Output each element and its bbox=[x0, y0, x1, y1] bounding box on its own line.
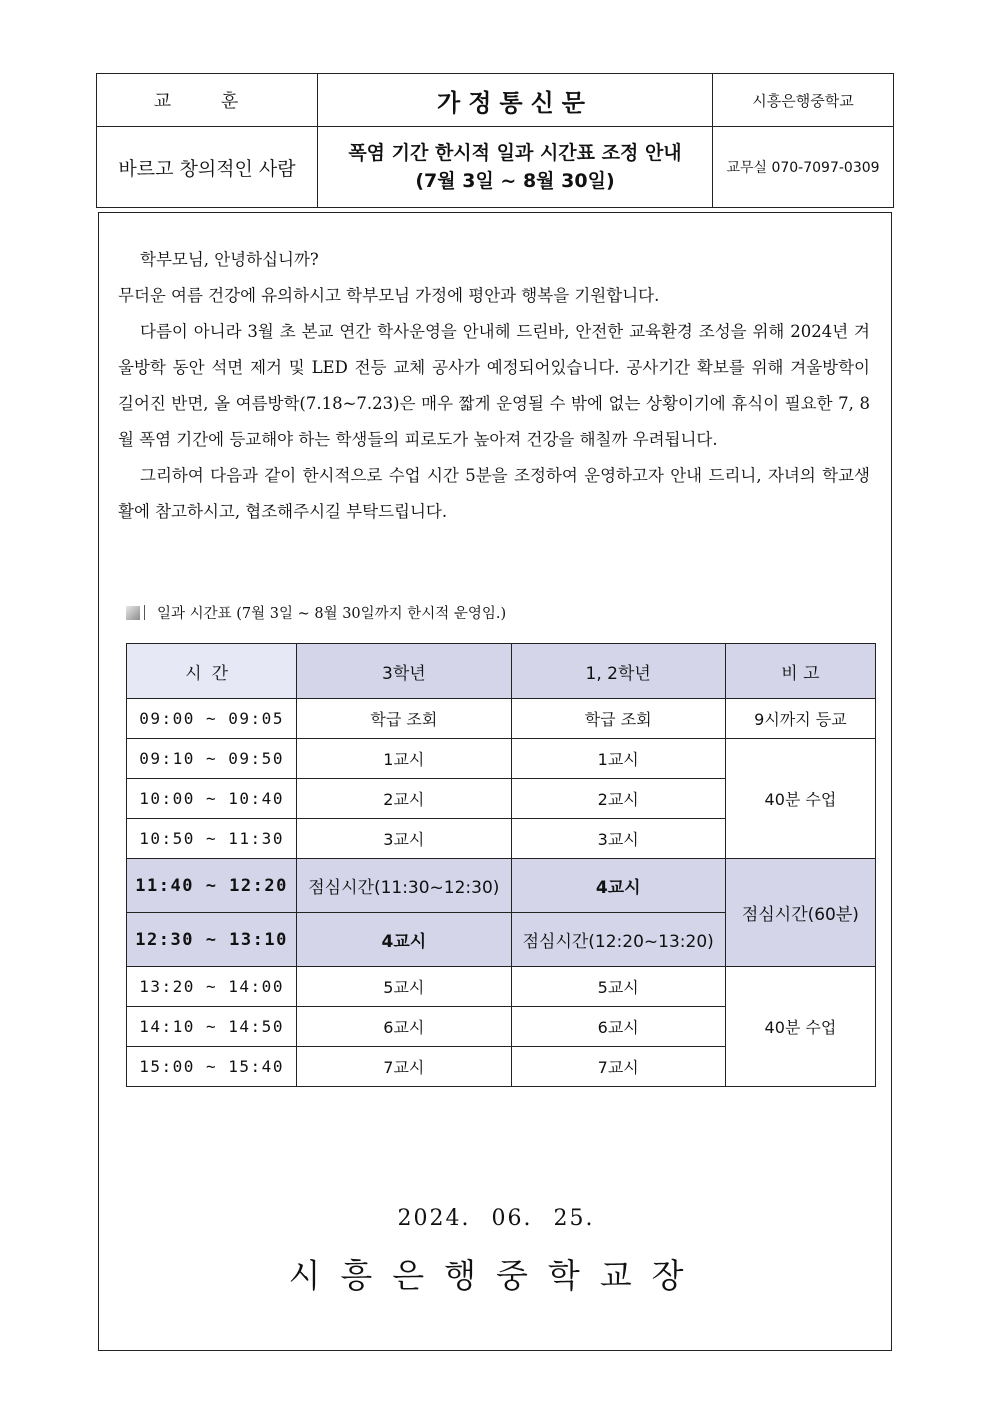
header-grade12: 1, 2학년 bbox=[511, 644, 725, 699]
row-grade3: 3교시 bbox=[297, 819, 511, 859]
row-grade12: 학급 조회 bbox=[511, 699, 725, 739]
row-grade3: 7교시 bbox=[297, 1047, 511, 1087]
row-grade12: 6교시 bbox=[511, 1007, 725, 1047]
row-grade12: 7교시 bbox=[511, 1047, 725, 1087]
note-class-am: 40분 수업 bbox=[725, 739, 875, 859]
header-time: 시간 bbox=[127, 644, 297, 699]
greeting: 학부모님, 안녕하십니까? bbox=[140, 250, 319, 269]
bullet-bar-icon bbox=[144, 605, 145, 620]
paragraph-3: 그리하여 다음과 같이 한시적으로 수업 시간 5분을 조정하여 운영하고자 안내 드리니, 자녀의 학교생활에 참고하시고, 협조해주시길 부탁드립니다. bbox=[118, 466, 870, 521]
row-grade12: 5교시 bbox=[511, 967, 725, 1007]
row-grade12: 2교시 bbox=[511, 779, 725, 819]
row-grade12: 점심시간(12:20~13:20) bbox=[511, 913, 725, 967]
page-title: 가정통신문 bbox=[318, 74, 713, 127]
note-class-pm: 40분 수업 bbox=[725, 967, 875, 1087]
principal-signature: 시흥은행중학교장 bbox=[288, 1256, 704, 1295]
row-time: 13:20 ~ 14:00 bbox=[127, 967, 297, 1007]
row-time: 10:00 ~ 10:40 bbox=[127, 779, 297, 819]
table-row bbox=[127, 967, 876, 1007]
row-grade3: 학급 조회 bbox=[297, 699, 511, 739]
row-grade3: 점심시간(11:30~12:30) bbox=[297, 859, 511, 913]
notice-subtitle bbox=[318, 127, 713, 208]
row-time: 11:40 ~ 12:20 bbox=[127, 859, 297, 913]
schedule-caption bbox=[126, 602, 506, 623]
schedule-table bbox=[126, 643, 876, 1087]
subtitle-line2: (7월 3일 ~ 8월 30일) bbox=[415, 170, 615, 192]
letter-body bbox=[118, 242, 870, 530]
row-grade12: 4교시 bbox=[511, 859, 725, 913]
paragraph-2: 다름이 아니라 3월 초 본교 연간 학사운영을 안내헤 드린바, 안전한 교육환경 조성을 위해 2024년 겨울방학 동안 석면 제거 및 LED 전등 교체 공사가 예정되어있습니다. 공사기간 확보를 위해 겨울방학이 길어진 반면, 올 여름방학(7.18~7.23)은 매우 짧게 운영될 수 밖에 없는 상황이기에 휴식이 필요한 7, 8월 폭염 기간에 등교해야 하는 학생들의 피로도가 높아져 건강을 해칠까 우려됩니다. bbox=[118, 322, 870, 449]
header-table bbox=[96, 73, 894, 208]
table-header-row bbox=[127, 644, 876, 699]
school-motto: 바르고 창의적인 사람 bbox=[97, 127, 318, 208]
schedule-caption-text: 일과 시간표 (7월 3일 ~ 8월 30일까지 한시적 운영임.) bbox=[157, 606, 507, 622]
table-row-lunch bbox=[127, 859, 876, 913]
row-time: 15:00 ~ 15:40 bbox=[127, 1047, 297, 1087]
header-grade3: 3학년 bbox=[297, 644, 511, 699]
motto-label: 교 훈 bbox=[97, 74, 318, 127]
row-grade3: 5교시 bbox=[297, 967, 511, 1007]
row-time: 09:10 ~ 09:50 bbox=[127, 739, 297, 779]
row-time: 10:50 ~ 11:30 bbox=[127, 819, 297, 859]
note-arrival: 9시까지 등교 bbox=[725, 699, 875, 739]
row-grade12: 3교시 bbox=[511, 819, 725, 859]
row-grade3: 6교시 bbox=[297, 1007, 511, 1047]
row-grade12: 1교시 bbox=[511, 739, 725, 779]
note-lunch: 점심시간(60분) bbox=[725, 859, 875, 967]
office-phone: 교무실 070-7097-0309 bbox=[713, 127, 894, 208]
school-name: 시흥은행중학교 bbox=[713, 74, 894, 127]
table-row bbox=[127, 739, 876, 779]
row-grade3: 4교시 bbox=[297, 913, 511, 967]
row-time: 09:00 ~ 09:05 bbox=[127, 699, 297, 739]
header-note: 비 고 bbox=[725, 644, 875, 699]
table-row bbox=[127, 699, 876, 739]
row-time: 14:10 ~ 14:50 bbox=[127, 1007, 297, 1047]
issue-date: 2024. 06. 25. bbox=[397, 1206, 595, 1231]
bullet-square-icon bbox=[126, 606, 140, 620]
row-grade3: 2교시 bbox=[297, 779, 511, 819]
row-time: 12:30 ~ 13:10 bbox=[127, 913, 297, 967]
subtitle-line1: 폭염 기간 한시적 일과 시간표 조정 안내 bbox=[348, 142, 682, 164]
paragraph-1: 무더운 여름 건강에 유의하시고 학부모님 가정에 평안과 행복을 기원합니다. bbox=[118, 286, 660, 305]
row-grade3: 1교시 bbox=[297, 739, 511, 779]
